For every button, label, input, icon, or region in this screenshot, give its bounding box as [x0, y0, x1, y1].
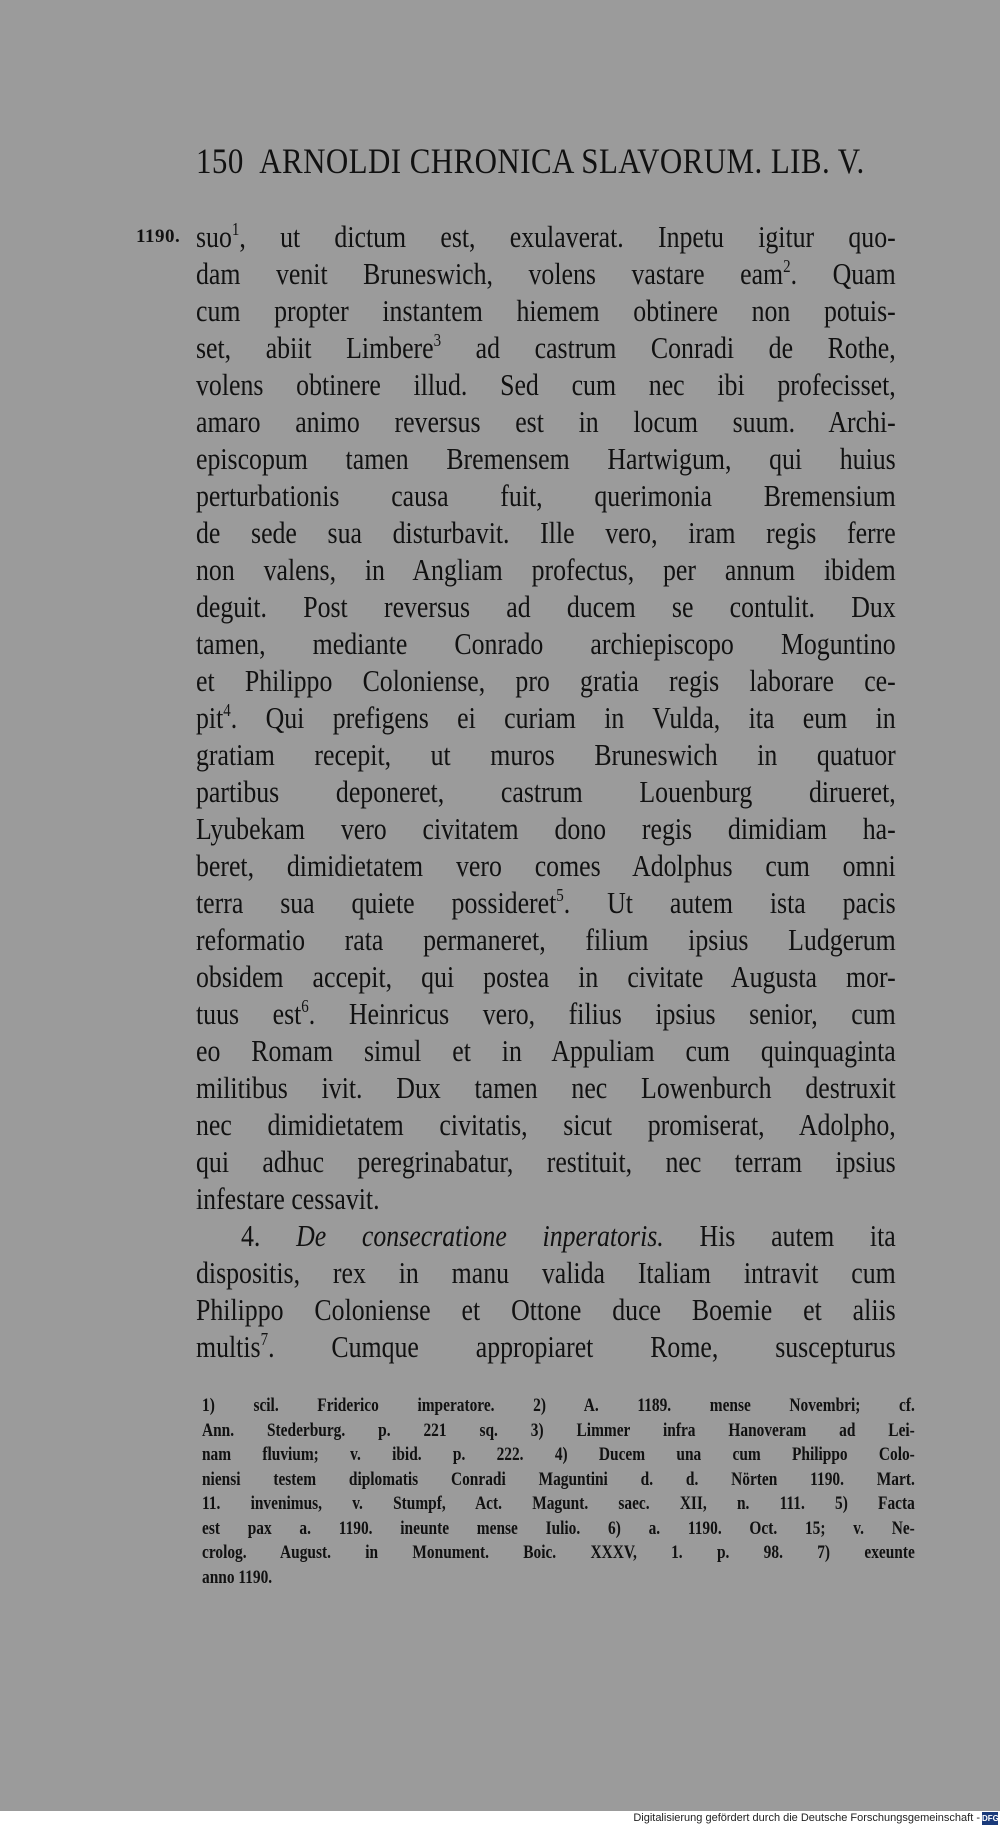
footnote-line: anno 1190.: [202, 1566, 273, 1588]
text-line: et Philippo Coloniense, pro gratia regis laborare ce-: [196, 663, 896, 698]
text-line: perturbationis causa fuit, querimonia Bremensium: [196, 478, 896, 513]
text-line: pit$^4$. Qui prefigens ei curiam in Vulda, ita eum in: [196, 700, 896, 735]
footnote-line: 1) scil. Friderico imperatore. 2) A. 1189. mense Novembri; cf.: [202, 1395, 915, 1416]
text-line: Philippo Coloniense et Ottone duce Boemie et aliis: [196, 1292, 896, 1327]
text-line: nec dimidietatem civitatis, sicut promiserat, Adolpho,: [196, 1107, 896, 1142]
text-line: eo Romam simul et in Appuliam cum quinquaginta: [196, 1033, 896, 1068]
footnote-line: crolog. August. in Monument. Boic. XXXV, 1. p. 98. 7) exeunte: [202, 1542, 915, 1563]
text-line: set, abiit Limbere$^3$ ad castrum Conradi de Rothe,: [196, 330, 896, 365]
text-line: tamen, mediante Conrado archiepiscopo Moguntino: [196, 626, 896, 661]
text-line: non valens, in Angliam profectus, per annum ibidem: [196, 552, 896, 587]
text-line: terra sua quiete possideret$^5$. Ut autem ista pacis: [196, 885, 896, 920]
text-line: tuus est$^6$. Heinricus vero, filius ipsius senior, cum: [196, 996, 896, 1031]
text-line: suo$^1$, ut dictum est, exulaverat. Inpetu igitur quo-: [196, 219, 896, 254]
text-line: amaro animo reversus est in locum suum. Archi-: [196, 404, 896, 439]
footnote-line: Ann. Stederburg. p. 221 sq. 3) Limmer infra Hanoveram ad Lei-: [202, 1419, 915, 1441]
footer-credit: Digitalisierung gefördert durch die Deutsche Forschungsgemeinschaft -: [633, 1812, 980, 1824]
running-head: [196, 140, 865, 182]
footnote-line: est pax a. 1190. ineunte mense Iulio. 6) a. 1190. Oct. 15; v. Ne-: [202, 1517, 915, 1539]
footnote-line: 11. invenimus, v. Stumpf, Act. Magunt. saec. XII, n. 111. 5) Facta: [202, 1493, 915, 1514]
text-line: obsidem accepit, qui postea in civitate Augusta mor-: [196, 959, 896, 994]
text-line: gratiam recepit, ut muros Bruneswich in quatuor: [196, 737, 896, 772]
text-line: reformatio rata permaneret, filium ipsius Ludgerum: [196, 922, 896, 957]
footnote-line: nam fluvium; v. ibid. p. 222. 4) Ducem una cum Philippo Colo-: [202, 1444, 915, 1465]
text-line: militibus ivit. Dux tamen nec Lowenburch destruxit: [196, 1070, 896, 1105]
text-line: dam venit Bruneswich, volens vastare eam$^2$. Quam: [196, 256, 896, 291]
running-title: ARNOLDI CHRONICA SLAVORUM. LIB. V.: [259, 141, 865, 181]
text-line: volens obtinere illud. Sed cum nec ibi profecisset,: [196, 367, 896, 402]
text-line: de sede sua disturbavit. Ille vero, iram regis ferre: [196, 515, 896, 550]
footnotes: [202, 1394, 915, 1590]
text-line: multis$^7$. Cumque appropiaret Rome, suscepturus: [196, 1329, 896, 1364]
chapter-title: De consecratione inperatoris.: [296, 1218, 664, 1253]
footnote-line: niensi testem diplomatis Conradi Maguntini d. d. Nörten 1190. Mart.: [202, 1468, 915, 1490]
text-line: deguit. Post reversus ad ducem se contulit. Dux: [196, 589, 896, 624]
text-line: partibus deponeret, castrum Louenburg dirueret,: [196, 774, 896, 809]
text-line: qui adhuc peregrinabatur, restituit, nec terram ipsius: [196, 1144, 896, 1179]
text-line: cum propter instantem hiemem obtinere non potuis-: [196, 293, 896, 328]
text-line: dispositis, rex in manu valida Italiam intravit cum: [196, 1255, 896, 1290]
text-line: episcopum tamen Bremensem Hartwigum, qui huius: [196, 441, 896, 476]
text-line: beret, dimidietatem vero comes Adolphus cum omni: [196, 848, 896, 883]
main-text: [196, 218, 896, 1365]
text-line: infestare cessavit.: [196, 1181, 380, 1216]
margin-year: 1190.: [136, 226, 181, 247]
page-number: 150: [196, 141, 244, 181]
text-line: Lyubekam vero civitatem dono regis dimidiam ha-: [196, 811, 896, 846]
chapter-heading-line: 4. De consecratione inperatoris. His autem ita: [240, 1218, 896, 1253]
dfg-logo-icon: DFG: [982, 1814, 999, 1823]
